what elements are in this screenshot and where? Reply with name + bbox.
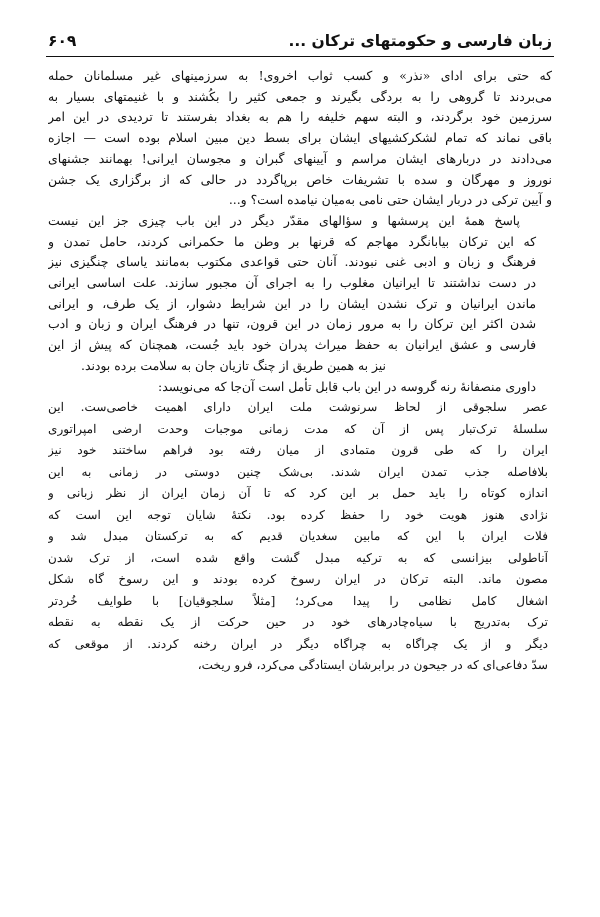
text-line: داوری منصفانهٔ رنه گروسه در این باب قابل تأمل است آن‌جا که می‌نویسد: (158, 378, 536, 394)
paragraph-3 (48, 377, 552, 398)
text-line: نوروز و مهرگان و سده با تشریفات خاص برپاگردد در حالی که از برگزاری یک جشن (48, 171, 552, 187)
text-line: باقی نماند که تمام لشکرکشیهای ایشان برای بسط دین مبین اسلام بوده است — اجازه (48, 130, 552, 146)
quote-line: سدّ دفاعی‌ای که در جیحون در برابرشان ایستادگی می‌کرد، فرو ریخت، (197, 658, 548, 673)
quote-line: فلات ایران با این که مابین سغدیان قدیم که به ترکستان مبدل شد و (48, 529, 548, 544)
text-line: می‌بردند تا گروهی را به بردگی بگیرند و جمعی کثیر را بکُشند و با غنیمتهای بسیار به (48, 88, 552, 104)
quote-line: ایران را که طی قرون متمادی از میان رفته بود فراهم ساختند خود نیز (48, 443, 548, 458)
text-line: که این ترکان بیابانگرد مهاجم که قرنها بر وطن ما حکمرانی کردند، حامل تمدن و (48, 233, 536, 249)
quote-line: بلافاصله جذب تمدن ایران شدند. بی‌شک چنین دوستی در زمانی به این (48, 464, 548, 479)
quote-line: سلسلهٔ ترک‌تبار پس از آن که مدت زمانی موجبات وحدت ارضی امپراتوری (48, 421, 548, 436)
quote-line: اندازه کوتاه را باید حمل بر این کرد که تا آن زمان ایران از نظر زبانی و (48, 486, 548, 501)
text-line: فارسی و عشق ایرانیان به حفظ میراث پدران خود باید جُست، همچنان که پیش از این (48, 337, 536, 353)
quote-line: نژادی هنوز هویت خود را حفظ کرده بود. نکتهٔ شایان توجه این است که (48, 507, 548, 522)
text-line: که حتی برای ادای «نذر» و کسب ثواب اخروی! به سرزمینهای غیر مسلمانان حمله (48, 68, 552, 83)
text-line: ماندن ایرانیان و ترک نشدن ایشان را در این شرایط دشوار، از یک طرف، و ایرانی (48, 295, 536, 311)
quote-line: آناطولی بیزانسی که به ترکیه مبدل گشت واقع شده است، از ترک شدن (48, 550, 548, 565)
running-title: زبان فارسی و حکومتهای ترکان ... (288, 32, 552, 50)
text-line: سرزمین خود برگردند، و البته سهم خلیفه را هم به بغداد بفرستند تا تردیدی در این امر (48, 109, 552, 125)
page-number: ۶۰۹ (48, 32, 77, 50)
quote-line: مصون ماند. البته ترکان در ایران رسوخ کرده بودند و این رسوخ گاه شکل (48, 572, 548, 587)
text-line: در دست نداشتند تا ایرانیان مغلوب را به اجرای آن مجبور سازند. علت اساسی ایرانی (48, 275, 536, 291)
quote-line: ترک به‌تدریج با سیاه‌چادرهای خود در حین حرکت از یک نقطه به نقطه (48, 615, 548, 630)
quote-line: دیگر و از یک چراگاه به چراگاه دیگر در ایران رخنه کردند. از موقعی که (48, 636, 548, 651)
header-rule (46, 56, 554, 57)
running-head (48, 28, 552, 54)
body-text (48, 66, 552, 677)
text-line: شدن اکثر این ترکان را به مرور زمان در این قرون، تنها در فرهنگ ایران و زبان و ادب (48, 316, 536, 332)
quote-line: عصر سلجوقی از لحاظ سرنوشت ملت ایران دارای اهمیت خاصی‌ست. این (48, 400, 548, 415)
paragraph-2 (48, 211, 552, 377)
text-line: پاسخ همهٔ این پرسشها و سؤالهای مقدّر دیگر در این باب چیزی جز این نیست (48, 212, 520, 228)
text-line: نیز به همین طریق از چنگ تازیان جان به سلامت برده بودند. (81, 357, 386, 373)
text-line: فرهنگ و زبان و ادبی غنی نبودند. آنان حتی قواعدی مکتوب به‌مانند یاسای چنگیزی نیز (48, 254, 536, 270)
text-line: و آیین ترکی در دربار ایشان حتی نامی به‌میان نیامده است؟ و... (228, 192, 552, 208)
quote-line: اشغال کامل نظامی را پیدا می‌کرد؛ [مثلاً سلجوقیان] با طوایف خُردتر (48, 593, 548, 608)
paragraph-1 (48, 66, 552, 211)
text-line: می‌دادند در دربارهای ایشان مراسم و آیینهای گبران و مجوسان ایرانی! بهمانند جشنهای (48, 150, 552, 166)
block-quote (48, 397, 548, 677)
